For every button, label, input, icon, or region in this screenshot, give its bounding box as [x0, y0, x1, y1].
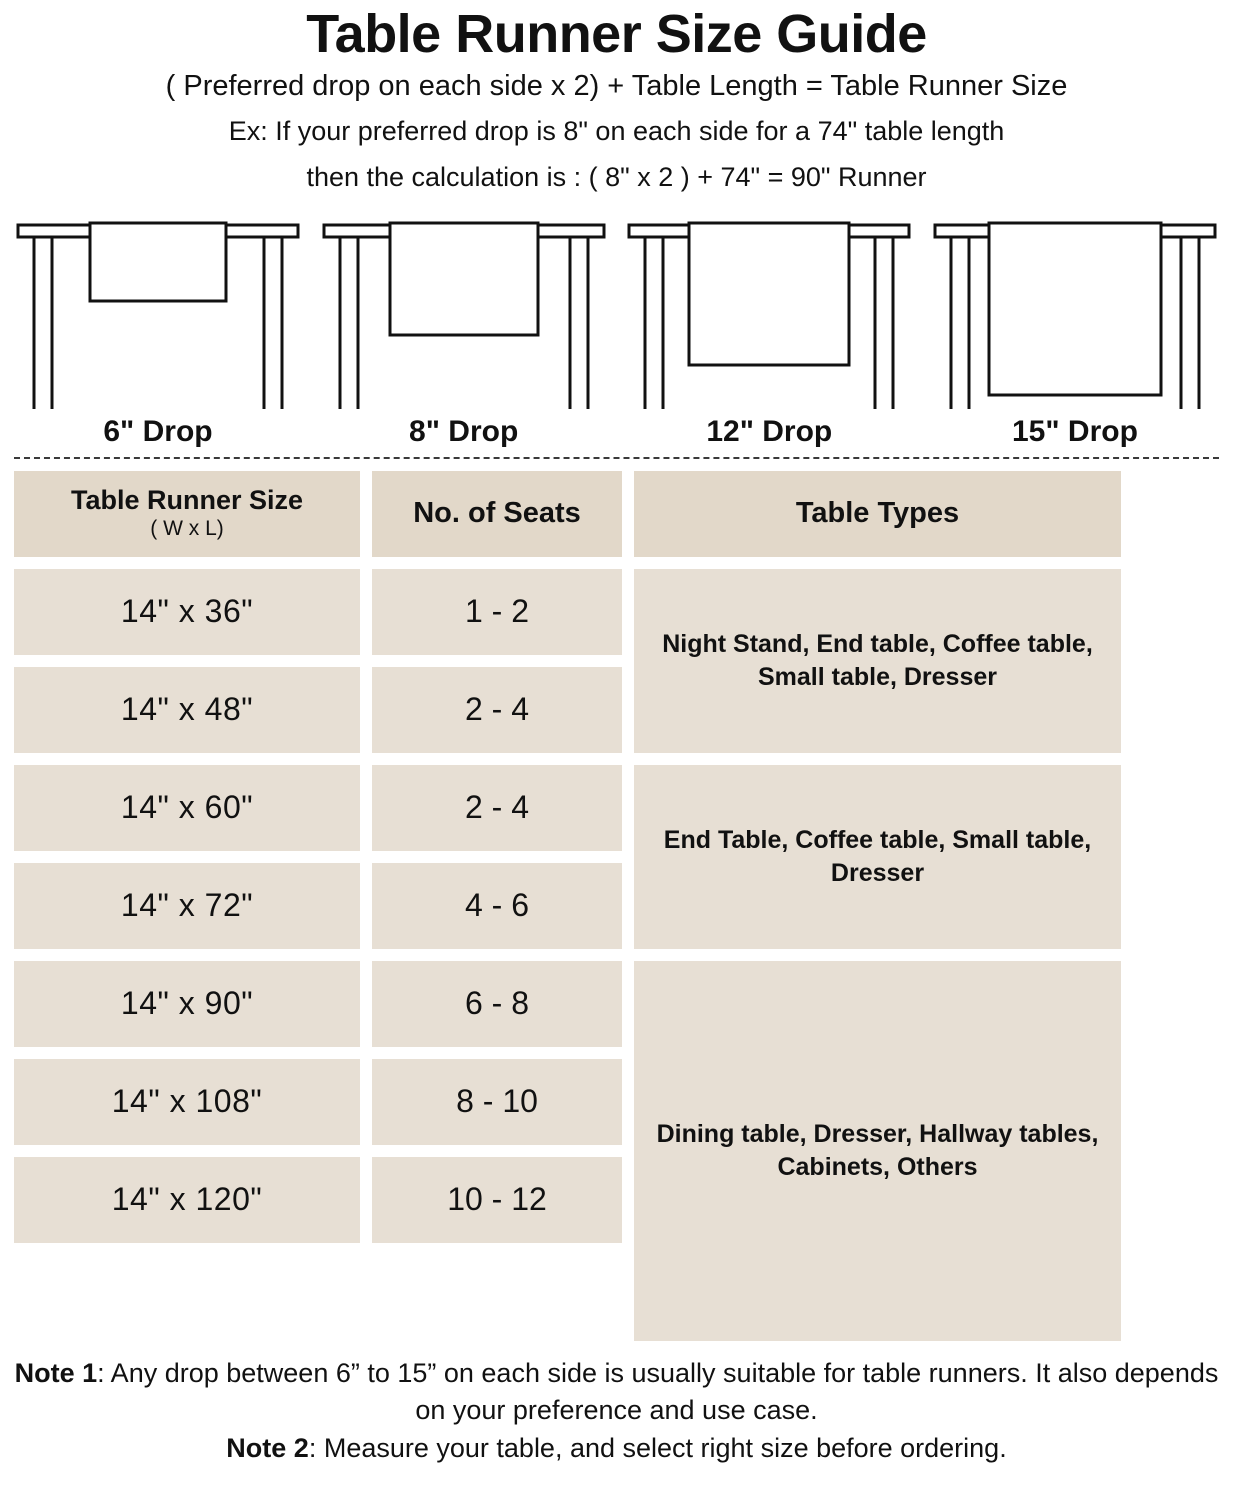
table-row: Dining table, Dresser, Hallway tables, Cabinets, Others — [634, 961, 1121, 1341]
table-row: 1 - 2 — [372, 569, 622, 655]
table-row: 8 - 10 — [372, 1059, 622, 1145]
table-row: 14" x 120" — [14, 1157, 360, 1243]
notes-section — [8, 1355, 1225, 1468]
column-header-seats-label: No. of Seats — [413, 497, 581, 530]
note-1-label: Note 1 — [14, 1357, 98, 1388]
drop-label-8: 8" Drop — [409, 414, 519, 448]
table-row: 14" x 36" — [14, 569, 360, 655]
types-column — [634, 471, 1121, 1341]
table-row: 10 - 12 — [372, 1157, 622, 1243]
column-header-size-sub: ( W x L) — [150, 517, 224, 541]
example-line-2: then the calculation is : ( 8" x 2 ) + 74" = 90" Runner — [306, 161, 927, 192]
table-with-runner-15-drop-icon — [929, 213, 1221, 413]
note-1-text: : Any drop between 6” to 15” on each side is usually suitable for table runners. It also depends on your preference and use case. — [97, 1357, 1219, 1426]
note-2 — [8, 1430, 1225, 1468]
note-2-label: Note 2 — [226, 1433, 309, 1464]
column-header-size — [14, 471, 360, 557]
size-table — [14, 471, 1219, 1341]
table-row: 14" x 72" — [14, 863, 360, 949]
drop-label-15: 15" Drop — [1012, 414, 1138, 448]
table-row: 2 - 4 — [372, 667, 622, 753]
table-row: 14" x 60" — [14, 765, 360, 851]
size-guide-page — [0, 6, 1233, 1506]
section-divider — [14, 457, 1219, 459]
column-header-types — [634, 471, 1121, 557]
table-row: 14" x 108" — [14, 1059, 360, 1145]
table-row: 2 - 4 — [372, 765, 622, 851]
formula-text: ( Preferred drop on each side x 2) + Table Length = Table Runner Size — [165, 69, 1068, 102]
column-header-size-main: Table Runner Size — [70, 485, 304, 516]
table-row: 14" x 90" — [14, 961, 360, 1047]
drop-label-12: 12" Drop — [706, 414, 833, 448]
column-header-seats — [372, 471, 622, 557]
table-with-runner-8-drop-icon — [318, 213, 610, 413]
note-1 — [8, 1355, 1225, 1431]
page-title: Table Runner Size Guide — [306, 4, 927, 64]
column-header-types-label: Table Types — [795, 497, 960, 530]
drop-label-row — [12, 415, 1221, 449]
table-with-runner-6-drop-icon — [12, 213, 304, 413]
note-2-text: : Measure your table, and select right size before ordering. — [308, 1433, 1007, 1464]
table-with-runner-12-drop-icon — [623, 213, 915, 413]
table-row: 6 - 8 — [372, 961, 622, 1047]
table-row: 4 - 6 — [372, 863, 622, 949]
table-row: End Table, Coffee table, Small table, Dresser — [634, 765, 1121, 949]
illustration-row — [12, 213, 1221, 413]
example-line-1: Ex: If your preferred drop is 8" on each side for a 74" table length — [228, 115, 1005, 146]
table-row: Night Stand, End table, Coffee table, Small table, Dresser — [634, 569, 1121, 753]
drop-label-6: 6" Drop — [103, 414, 213, 448]
size-column — [14, 471, 360, 1341]
table-row: 14" x 48" — [14, 667, 360, 753]
seats-column — [372, 471, 622, 1341]
